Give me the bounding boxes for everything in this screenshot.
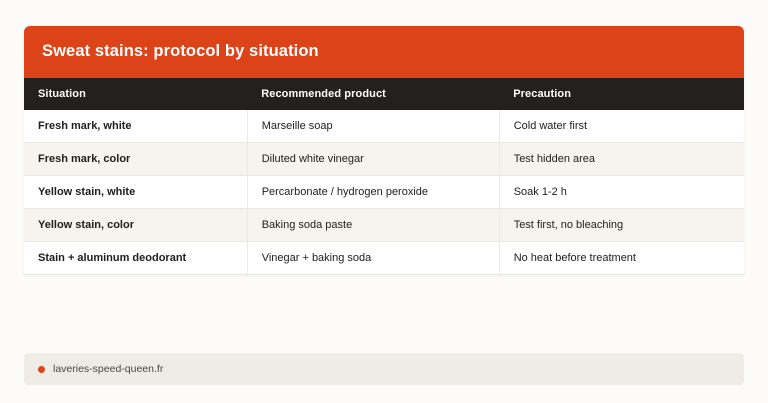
- cell-precaution: Test hidden area: [499, 143, 744, 176]
- dot-icon: [38, 366, 45, 373]
- column-header-situation: Situation: [24, 78, 247, 110]
- cell-situation: Fresh mark, white: [24, 110, 247, 143]
- table-row: [24, 176, 744, 209]
- cell-product: Diluted white vinegar: [247, 143, 499, 176]
- cell-situation: Fresh mark, color: [24, 143, 247, 176]
- table-head: [24, 78, 744, 110]
- cell-precaution: Soak 1-2 h: [499, 176, 744, 209]
- column-header-recommended-product: Recommended product: [247, 78, 499, 110]
- cell-precaution: No heat before treatment: [499, 242, 744, 275]
- protocol-table: [24, 78, 744, 275]
- column-header-precaution: Precaution: [499, 78, 744, 110]
- cell-product: Marseille soap: [247, 110, 499, 143]
- cell-situation: Yellow stain, white: [24, 176, 247, 209]
- cell-product: Vinegar + baking soda: [247, 242, 499, 275]
- table-row: [24, 110, 744, 143]
- table-header-row: [24, 78, 744, 110]
- cell-product: Baking soda paste: [247, 209, 499, 242]
- cell-product: Percarbonate / hydrogen peroxide: [247, 176, 499, 209]
- cell-precaution: Cold water first: [499, 110, 744, 143]
- cell-precaution: Test first, no bleaching: [499, 209, 744, 242]
- protocol-card: [24, 26, 744, 275]
- table-row: [24, 143, 744, 176]
- card-title: Sweat stains: protocol by situation: [24, 26, 744, 78]
- footer-site-label: laveries-speed-queen.fr: [53, 363, 164, 375]
- table-row: [24, 242, 744, 275]
- table-body: [24, 110, 744, 275]
- footer-bar: [24, 353, 744, 385]
- table-row: [24, 209, 744, 242]
- cell-situation: Yellow stain, color: [24, 209, 247, 242]
- cell-situation: Stain + aluminum deodorant: [24, 242, 247, 275]
